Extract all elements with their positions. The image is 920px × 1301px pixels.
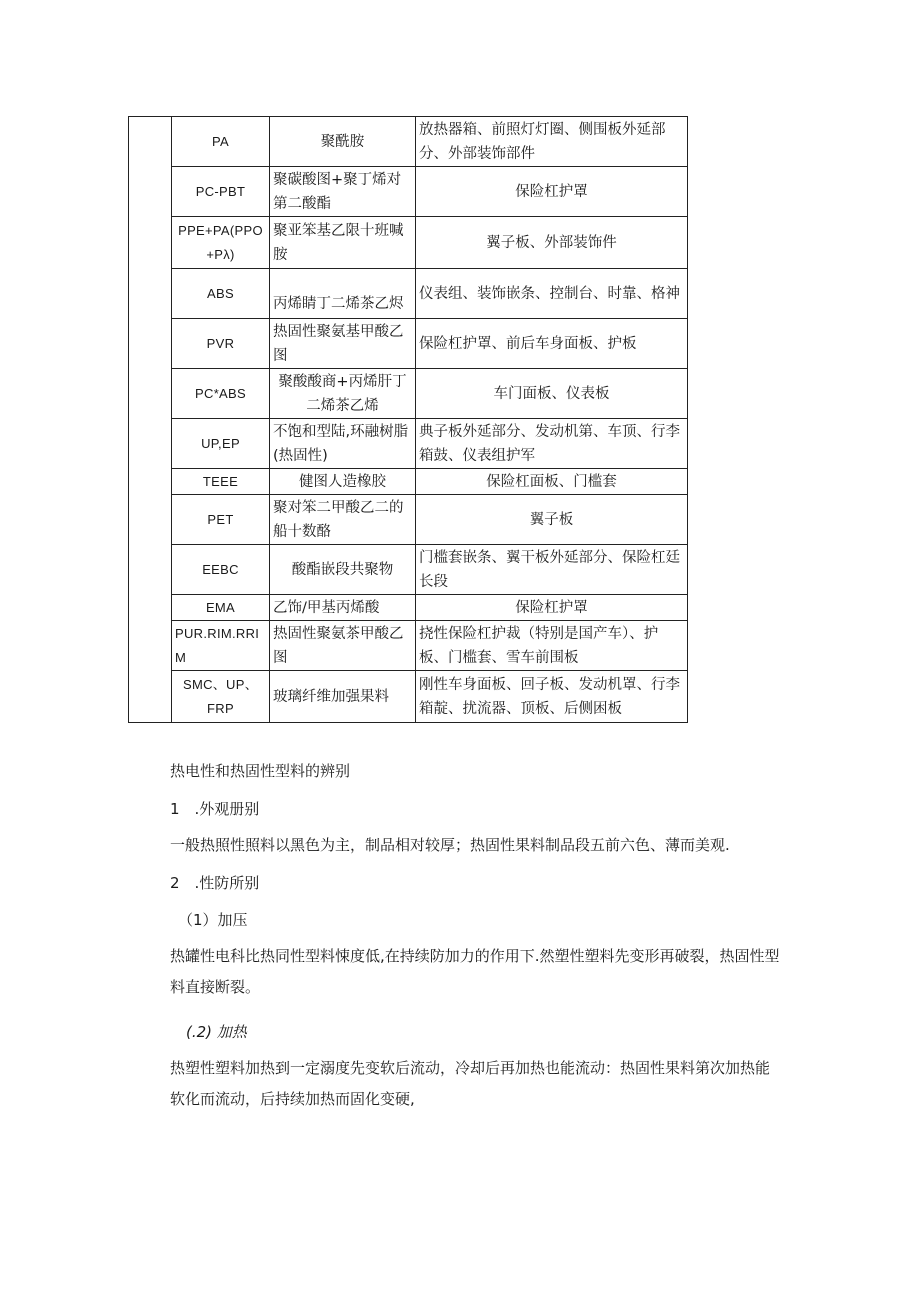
blank-column: [129, 117, 172, 723]
table-row: [129, 621, 688, 671]
material-name: 丙烯睛丁二烯茶乙烬: [270, 269, 416, 319]
material-use: 放热器箱、前照灯灯圈、侧围板外延部分、外部装饰部件: [416, 117, 688, 167]
table-row: [129, 319, 688, 369]
material-use: 保险杠护罩: [416, 595, 688, 621]
material-code: EEBC: [172, 545, 270, 595]
paragraph-heating: 热塑性塑料加热到一定溺度先变软后流动，冷却后再加热也能流动：热固性果料第次加热能软化而流动，后持续加热而固化变硬,: [170, 1059, 771, 1108]
material-code: EMA: [172, 595, 270, 621]
material-code: UP,EP: [172, 419, 270, 469]
material-code: PC-PBT: [172, 167, 270, 217]
table-row: [129, 545, 688, 595]
table-row: [129, 117, 688, 167]
subsection-1-title: 1 .外观册别: [170, 800, 260, 818]
material-code: TEEE: [172, 469, 270, 495]
material-code: SMC、UP、FRP: [172, 671, 270, 723]
materials-table: [128, 116, 688, 723]
material-use: 门槛套嵌条、翼干板外延部分、保险杠廷长段: [416, 545, 688, 595]
table-row: [129, 469, 688, 495]
material-use: 保险杠护罩: [416, 167, 688, 217]
material-name: 聚酰胺: [270, 117, 416, 167]
section-heading: 热电性和热固性型料的辨别: [170, 762, 351, 780]
material-name: 健图人造橡胶: [270, 469, 416, 495]
material-name: 聚对笨二甲酸乙二的船十数酪: [270, 495, 416, 545]
subsection-2-title: 2 .性防所别: [170, 874, 260, 892]
material-use: 车门面板、仪表板: [416, 369, 688, 419]
material-name: 热固性聚氨基甲酸乙图: [270, 319, 416, 369]
material-use: 翼子板: [416, 495, 688, 545]
material-code: ABS: [172, 269, 270, 319]
paragraph-pressure: 热罐性电科比热同性型料悚度低,在持续防加力的作用下.然塑性塑料先变形再破裂，热固性型料直接断裂。: [170, 947, 780, 996]
material-use: 挠性保险杠护裁（特别是国产车）、护板、门槛套、雪车前围板: [416, 621, 688, 671]
sub-item-heating: (.2) 加热: [186, 1023, 247, 1041]
material-name: 不饱和型陆,环融树脂(热固性): [270, 419, 416, 469]
table-row: [129, 419, 688, 469]
table-row: [129, 495, 688, 545]
material-use: 保险杠面板、门槛套: [416, 469, 688, 495]
table-row: [129, 671, 688, 723]
material-name: 聚酸酸商+丙烯肝丁二烯茶乙烯: [270, 369, 416, 419]
material-code: PC*ABS: [172, 369, 270, 419]
paragraph-appearance: 一般热照性照料以黑色为主，制品相对较厚；热固性果料制品段五前六色、薄而美观.: [170, 836, 730, 854]
material-use: 刚性车身面板、回子板、发动机罩、行李箱靛、扰流器、顶板、后侧困板: [416, 671, 688, 723]
material-use: 仪表组、装饰嵌条、控制台、时靠、格神: [416, 269, 688, 319]
material-name: 聚亚笨基乙限十班喊胺: [270, 217, 416, 269]
material-use: 典子板外延部分、发动机第、车顶、行李箱鼓、仪表组护军: [416, 419, 688, 469]
material-name: 热固性聚氨茶甲酸乙图: [270, 621, 416, 671]
material-code: PET: [172, 495, 270, 545]
table-row: [129, 269, 688, 319]
material-use: 翼子板、外部装饰件: [416, 217, 688, 269]
material-code: PPE+PA(PPO+Pλ): [172, 217, 270, 269]
material-code: PVR: [172, 319, 270, 369]
material-code: PUR.RIM.RRIM: [172, 621, 270, 671]
material-name: 乙饰/甲基丙烯酸: [270, 595, 416, 621]
table-row: [129, 369, 688, 419]
material-code: PA: [172, 117, 270, 167]
table-row: [129, 217, 688, 269]
material-use: 保险杠护罩、前后车身面板、护板: [416, 319, 688, 369]
table-row: [129, 595, 688, 621]
material-name: 酸酯嵌段共聚物: [270, 545, 416, 595]
material-name: 玻璃纤维加强果料: [270, 671, 416, 723]
sub-item-pressure: （1）加压: [178, 911, 248, 929]
material-name: 聚碳酸图+聚丁烯对第二酸酯: [270, 167, 416, 217]
table-row: [129, 167, 688, 217]
